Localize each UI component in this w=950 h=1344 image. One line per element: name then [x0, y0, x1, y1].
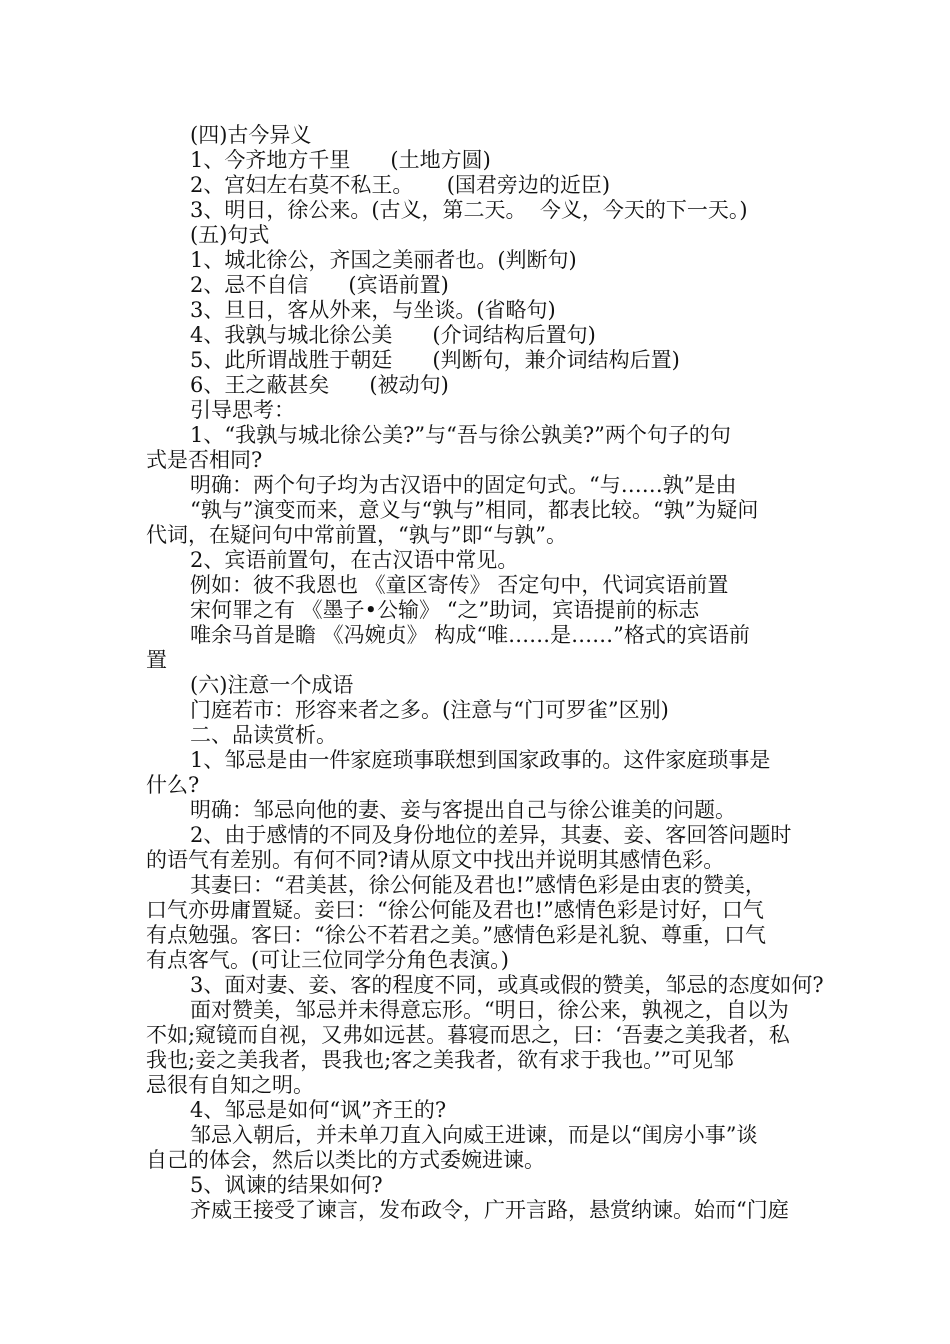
text-line: 1、今齐地方千里 (土地方圆) [190, 148, 491, 172]
text-line: “孰与”演变而来，意义与“孰与”相同，都表比较。“孰”为疑问 [190, 498, 759, 522]
text-line: 什么? [146, 773, 200, 797]
text-line: 二、品读赏析。 [190, 723, 337, 747]
text-line: 其妻曰：“君美甚，徐公何能及君也!”感情色彩是由衷的赞美， [190, 873, 766, 897]
text-line: 我也;妾之美我者，畏我也;客之美我者，欲有求于我也。’”可见邹 [146, 1048, 735, 1072]
text-line: 式是否相同? [146, 448, 263, 472]
text-line: 2、由于感情的不同及身份地位的差异，其妻、妾、客回答问题时 [190, 823, 792, 847]
text-line: 有点勉强。客曰：“徐公不若君之美。”感情色彩是礼貌、尊重，口气 [146, 923, 766, 947]
text-line: 口气亦毋庸置疑。妾曰：“徐公何能及君也!”感情色彩是讨好，口气 [146, 898, 764, 922]
text-line: 明确：两个句子均为古汉语中的固定句式。“与……孰”是由 [190, 473, 737, 497]
text-line: 例如：彼不我恩也 《童区寄传》 否定句中，代词宾语前置 [190, 573, 729, 597]
text-line: 唯余马首是瞻 《冯婉贞》 构成“唯……是……”格式的宾语前 [190, 623, 750, 647]
document-page [146, 123, 824, 1223]
text-line: 3、旦日，客从外来，与坐谈。(省略句) [190, 298, 556, 322]
text-line: 3、面对妻、妾、客的程度不同，或真或假的赞美，邹忌的态度如何? [190, 973, 824, 997]
text-line: 代词，在疑问句中常前置，“孰与”即“与孰”。 [146, 523, 567, 547]
text-line: 自己的体会，然后以类比的方式委婉进谏。 [146, 1148, 545, 1172]
text-line: 齐威王接受了谏言，发布政令，广开言路，悬赏纳谏。始而“门庭 [190, 1198, 789, 1222]
text-line: 忌很有自知之明。 [146, 1073, 314, 1097]
text-line: 宋何罪之有 《墨子•公输》 “之”助词，宾语提前的标志 [190, 598, 700, 622]
text-line: 1、“我孰与城北徐公美?”与“吾与徐公孰美?”两个句子的句 [190, 423, 731, 447]
text-line: (四)古今异义 [190, 123, 312, 147]
text-line: 置 [146, 648, 167, 672]
text-line: 面对赞美，邹忌并未得意忘形。“明日，徐公来，孰视之，自以为 [190, 998, 789, 1022]
text-line: 2、忌不自信 (宾语前置) [190, 273, 449, 297]
text-line: 4、我孰与城北徐公美 (介词结构后置句) [190, 323, 596, 347]
text-line: 引导思考： [190, 398, 295, 422]
text-line: 门庭若市：形容来者之多。(注意与“门可罗雀”区别) [190, 698, 669, 722]
text-line: 邹忌入朝后，并未单刀直入向威王进谏，而是以“闺房小事”谈 [190, 1123, 758, 1147]
text-line: (五)句式 [190, 223, 270, 247]
text-line: 有点客气。(可让三位同学分角色表演。) [146, 948, 509, 972]
text-line: (六)注意一个成语 [190, 673, 354, 697]
text-line: 1、邹忌是由一件家庭琐事联想到国家政事的。这件家庭琐事是 [190, 748, 771, 772]
text-line: 5、此所谓战胜于朝廷 (判断句，兼介词结构后置) [190, 348, 680, 372]
text-line: 1、城北徐公，齐国之美丽者也。(判断句) [190, 248, 577, 272]
text-line: 明确：邹忌向他的妻、妾与客提出自己与徐公谁美的问题。 [190, 798, 736, 822]
text-line: 2、宫妇左右莫不私王。 (国君旁边的近臣) [190, 173, 611, 197]
text-line: 5、讽谏的结果如何? [190, 1173, 383, 1197]
text-line: 6、王之蔽甚矣 (被动句) [190, 373, 449, 397]
text-line: 2、宾语前置句，在古汉语中常见。 [190, 548, 519, 572]
text-line: 4、邹忌是如何“讽”齐王的? [190, 1098, 447, 1122]
text-line: 不如;窥镜而自视，又弗如远甚。暮寝而思之，曰：‘吾妻之美我者，私 [146, 1023, 790, 1047]
text-line: 3、明日，徐公来。(古义，第二天。 今义，今天的下一天。) [190, 198, 748, 222]
text-line: 的语气有差别。有何不同?请从原文中找出并说明其感情色彩。 [146, 848, 725, 872]
